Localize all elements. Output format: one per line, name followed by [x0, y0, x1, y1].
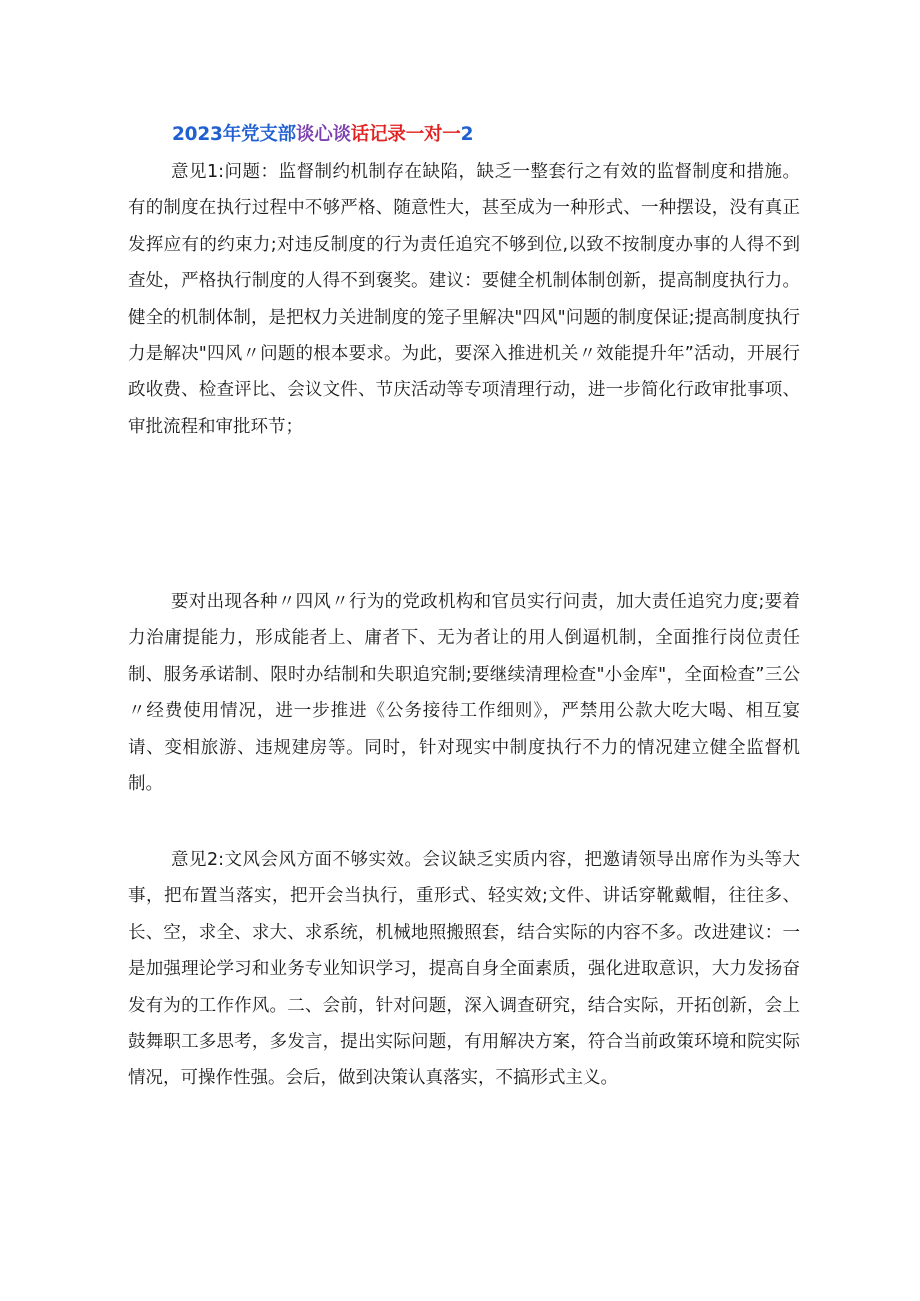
document-title [172, 122, 473, 148]
title-segment-blue: 2023年党支部 [172, 124, 296, 145]
title-segment-purple: 谈心谈 [295, 124, 351, 145]
paragraph-opinion-1: 意见1:问题：监督制约机制存在缺陷，缺乏一整套行之有效的监督制度和措施。有的制度在执行过程中不够严格、随意性大，甚至成为一种形式、一种摆设，没有真正发挥应有的约束力;对违反制度的行为责任追究不够到位,以致不按制度办事的人得不到查处，严格执行制度的人得不到褒奖。建议：要健全机制体制创新，提高制度执行力。健全的机制体制，是把权力关进制度的笼子里解决"四风"问题的制度保证;提高制度执行力是解决"四风〃问题的根本要求。为此，要深入推进机关〃效能提升年”活动，开展行政收费、检查评比、会议文件、节庆活动等专项清理行动，进一步简化行政审批事项、审批流程和审批环节； [128, 162, 800, 437]
title-segment-number: 2 [460, 124, 474, 145]
title-segment-red: 话记录一对一 [350, 124, 461, 145]
paragraph-opinion-2: 意见2:文风会风方面不够实效。会议缺乏实质内容，把邀请领导出席作为头等大事，把布置当落实，把开会当执行，重形式、轻实效;文件、讲话穿靴戴帽，往往多、长、空，求全、求大、求系统，机械地照搬照套，结合实际的内容不多。改进建议：一是加强理论学习和业务专业知识学习，提高自身全面素质，强化进取意识，大力发扬奋发有为的工作作风。二、会前，针对问题，深入调查研究，结合实际，开拓创新，会上鼓舞职工多思考，多发言，提出实际问题，有用解决方案，符合当前政策环境和院实际情况，可操作性强。会后，做到决策认真落实，不搞形式主义。 [128, 850, 800, 1089]
paragraph-accountability: 要对出现各种〃四风〃行为的党政机构和官员实行问责，加大责任追究力度;要着力治庸提能力，形成能者上、庸者下、无为者让的用人倒逼机制，全面推行岗位责任制、服务承诺制、限时办结制和失职追究制;要继续清理检查"小金库"，全面检查”三公〃经费使用情况，进一步推进《公务接待工作细则》，严禁用公款大吃大喝、相互宴请、变相旅游、违规建房等。同时，针对现实中制度执行不力的情况建立健全监督机制。 [128, 592, 800, 795]
